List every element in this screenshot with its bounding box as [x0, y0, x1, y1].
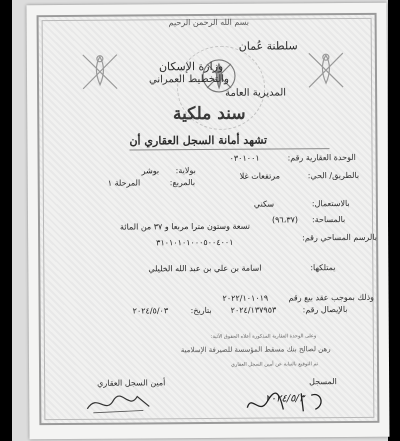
area-words: تسعة وستون مترا مربعا و ٣٧ من المائة: [120, 221, 251, 232]
receipt-value: ٢٠٢٤/١٣٧٩٥٣: [230, 305, 277, 315]
survey-value: ٣١٠١٠١٠١٠٠٠٥٠٠٤٠٠١: [156, 237, 234, 248]
khanjar-emblem-right-icon: [301, 45, 351, 95]
document-frame: [37, 13, 380, 425]
basmala-line: بسم الله الرحمن الرحيم: [168, 17, 250, 28]
registrar-signature: [83, 388, 153, 418]
owner-name: اسامة بن علي بن عبد الله الخليلي: [148, 263, 262, 274]
phase-value: المرحلة ١: [107, 178, 141, 188]
document-subtitle: تشهد أمانة السجل العقاري أن: [129, 133, 268, 148]
recorder-label: المسجل: [309, 377, 337, 387]
date-value: ٢٠٢٤/٥/٠٣: [132, 306, 169, 316]
use-label: بالاستعمال:: [311, 199, 350, 209]
road-label: بالطريق/ الحي:: [307, 170, 360, 181]
contract-value: ٢٠٢٢/١٠١٠١٩: [222, 293, 269, 303]
signature-date: ٢٠٢٤/٥/٣: [265, 393, 305, 405]
document-title: سند ملكية: [172, 103, 246, 125]
contract-label: وذلك بموجب عقد بيع رقم: [288, 292, 375, 303]
use-value: سكني: [253, 199, 275, 209]
mortgage-note: رهن لصالح بنك مسقط المؤسسة للصيرفة الإسلامية: [180, 345, 331, 355]
area-label: بالمساحة:: [311, 215, 346, 225]
rights-note: وعلى الوحدة العقارية المذكورة أعلاه الحقوق الآتية:: [210, 333, 317, 340]
area-number: (٩٦،٣٧): [271, 215, 299, 225]
khanjar-emblem-left-icon: [75, 47, 125, 97]
photo-background: [12, 0, 388, 441]
ministry-directorate: المديرية العامة: [225, 87, 287, 99]
survey-label: بالرسم المساحي رقم:: [302, 232, 377, 243]
signature-note: تم التوقيع بالنيابة عن أمين السجل العقاري: [230, 361, 319, 368]
ministry-name-left-2: والتخطيط العمراني: [148, 73, 229, 86]
receipt-label: بالإيصال رقم:: [302, 305, 348, 315]
wilayat-label: بولاية:: [175, 166, 196, 176]
road-value: مرتفعات غلا: [239, 171, 281, 181]
ministry-name-center: سلطنة عُمان: [238, 39, 298, 53]
wilayat-value: بوشر: [141, 166, 160, 176]
title-deed-document: [26, 3, 389, 440]
date-label: بتاريخ:: [190, 305, 212, 316]
ministry-name-left: وزارة الإسكان: [158, 59, 224, 74]
square-label: بالمربع:: [169, 178, 196, 188]
owner-label: يمتلكها:: [310, 263, 336, 273]
unit-value: ٠٣٠١٠٠١: [229, 153, 260, 163]
unit-label: الوحدة العقارية رقم:: [287, 152, 356, 163]
registrar-label: أمين السجل العقاري: [97, 378, 166, 388]
